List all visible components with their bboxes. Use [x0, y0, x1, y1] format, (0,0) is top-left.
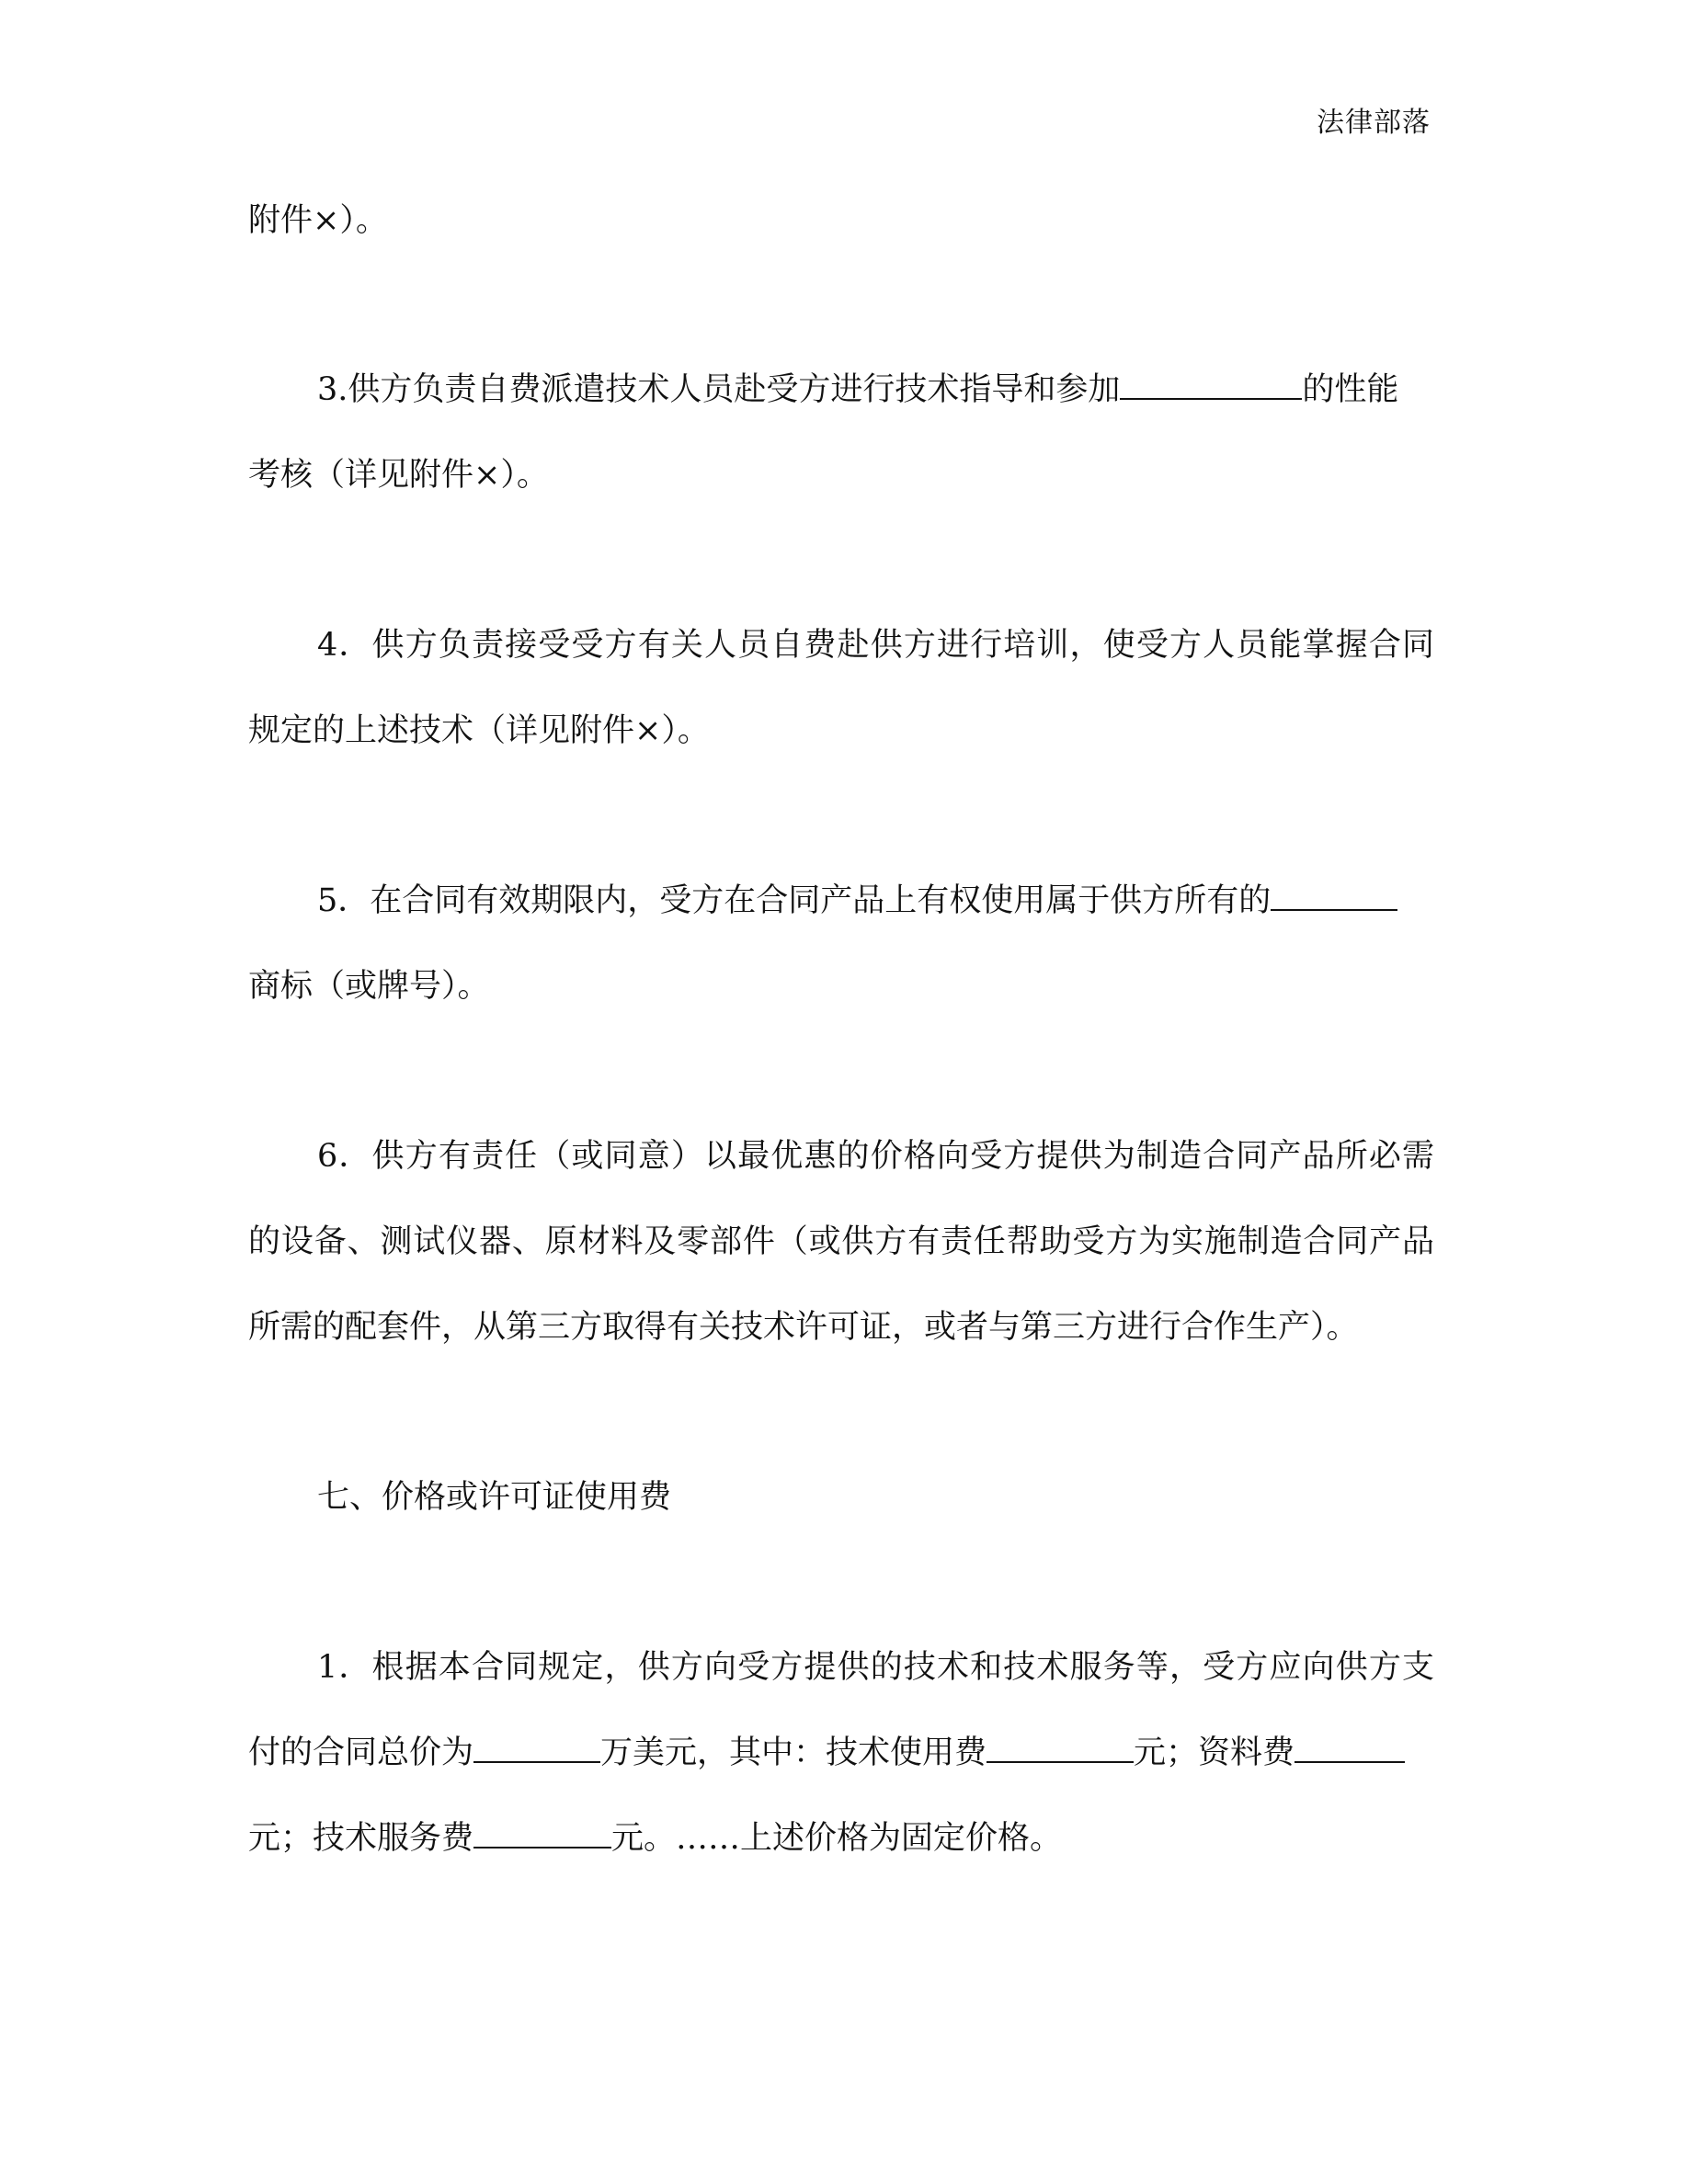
- paragraph-line: 商标（或牌号）。: [248, 968, 490, 1005]
- fill-blank[interactable]: [473, 1734, 600, 1763]
- paragraph-line: 附件×）。: [248, 202, 388, 239]
- paragraph-line: [248, 1733, 1443, 1773]
- text-segment: 5．在合同有效期限内，受方在合同产品上有权使用属于供方所有的: [317, 882, 1272, 919]
- paragraph-line: 考核（详见附件×）。: [248, 457, 549, 494]
- paragraph-line: [317, 370, 1512, 410]
- paragraph-line: 的设备、测试仪器、原材料及零部件（或供方有责任帮助受方为实施制造合同产品: [248, 1223, 1434, 1260]
- text-segment: 3.供方负责自费派遣技术人员赴受方进行技术指导和参加: [317, 371, 1121, 408]
- paragraph-line: 规定的上述技术（详见附件×）。: [248, 712, 710, 749]
- fill-blank[interactable]: [1295, 1734, 1405, 1763]
- paragraph-line: 1．根据本合同规定，供方向受方提供的技术和技术服务等，受方应向供方支: [317, 1649, 1434, 1686]
- paragraph-line: [317, 881, 1512, 921]
- text-segment: 万美元，其中：技术使用费: [600, 1735, 987, 1771]
- fill-blank[interactable]: [1271, 882, 1397, 911]
- text-segment: 的性能: [1302, 371, 1399, 408]
- text-segment: 元；资料费: [1134, 1735, 1295, 1771]
- paragraph-line: 6．供方有责任（或同意）以最优惠的价格向受方提供为制造合同产品所必需: [317, 1138, 1434, 1175]
- paragraph-line: 4．供方负责接受受方有关人员自费赴供方进行培训，使受方人员能掌握合同: [317, 627, 1434, 664]
- paragraph-line: [248, 1818, 1443, 1859]
- page-header: 法律部落: [1317, 107, 1431, 139]
- fill-blank[interactable]: [987, 1734, 1134, 1763]
- text-segment: 付的合同总价为: [248, 1735, 474, 1771]
- text-segment: 元。……上述价格为固定价格。: [611, 1820, 1063, 1857]
- fill-blank[interactable]: [1120, 370, 1302, 400]
- section-heading: 七、价格或许可证使用费: [317, 1479, 672, 1516]
- fill-blank[interactable]: [473, 1819, 611, 1848]
- paragraph-line: 所需的配套件，从第三方取得有关技术许可证，或者与第三方进行合作生产）。: [248, 1309, 1359, 1346]
- text-segment: 元；技术服务费: [248, 1820, 474, 1857]
